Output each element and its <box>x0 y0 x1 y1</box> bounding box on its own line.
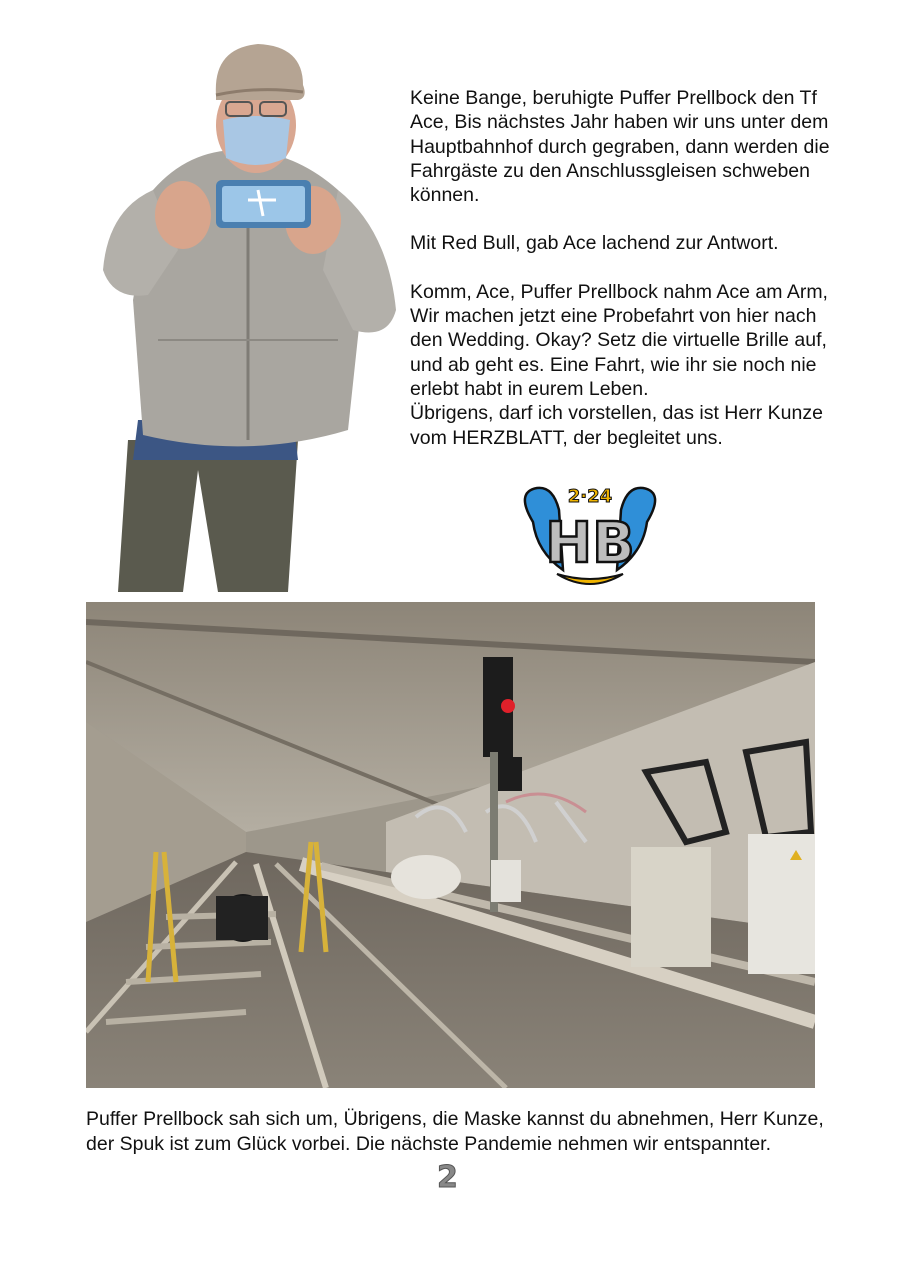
svg-text:HB: HB <box>545 511 635 576</box>
story-text <box>410 86 830 450</box>
herzblatt-logo <box>515 482 665 592</box>
story-paragraph: Komm, Ace, Puffer Prellbock nahm Ace am Arm, Wir machen jetzt eine Probefahrt von hier nach den Wedding. Okay? Setz die virtuelle Brille auf, und ab geht es. Eine Fahrt, wie ihr sie noch nie erlebt habt in eurem Leben. <box>410 280 828 400</box>
person-photo <box>98 40 398 592</box>
svg-text:2·24: 2·24 <box>567 486 613 507</box>
story-paragraph: Übrigens, darf ich vorstellen, das ist Herr Kunze vom HERZBLATT, der begleitet uns. <box>410 402 823 449</box>
page-number: 2 <box>437 1160 459 1195</box>
caption-text: Puffer Prellbock sah sich um, Übrigens, die Maske kannst du abnehmen, Herr Kunze, der Spuk ist zum Glück vorbei. Die nächste Pandemie nehmen wir entspannter. <box>86 1108 824 1155</box>
story-paragraph: Keine Bange, beruhigte Puffer Prellbock den Tf Ace, Bis nächstes Jahr haben wir uns unter dem Hauptbahnhof durch gegraben, dann werden die Fahrgäste zu den Anschlussgleisen schweben können. <box>410 87 830 207</box>
tunnel-photo <box>86 602 815 1088</box>
story-paragraph: Mit Red Bull, gab Ace lachend zur Antwort. <box>410 232 779 255</box>
